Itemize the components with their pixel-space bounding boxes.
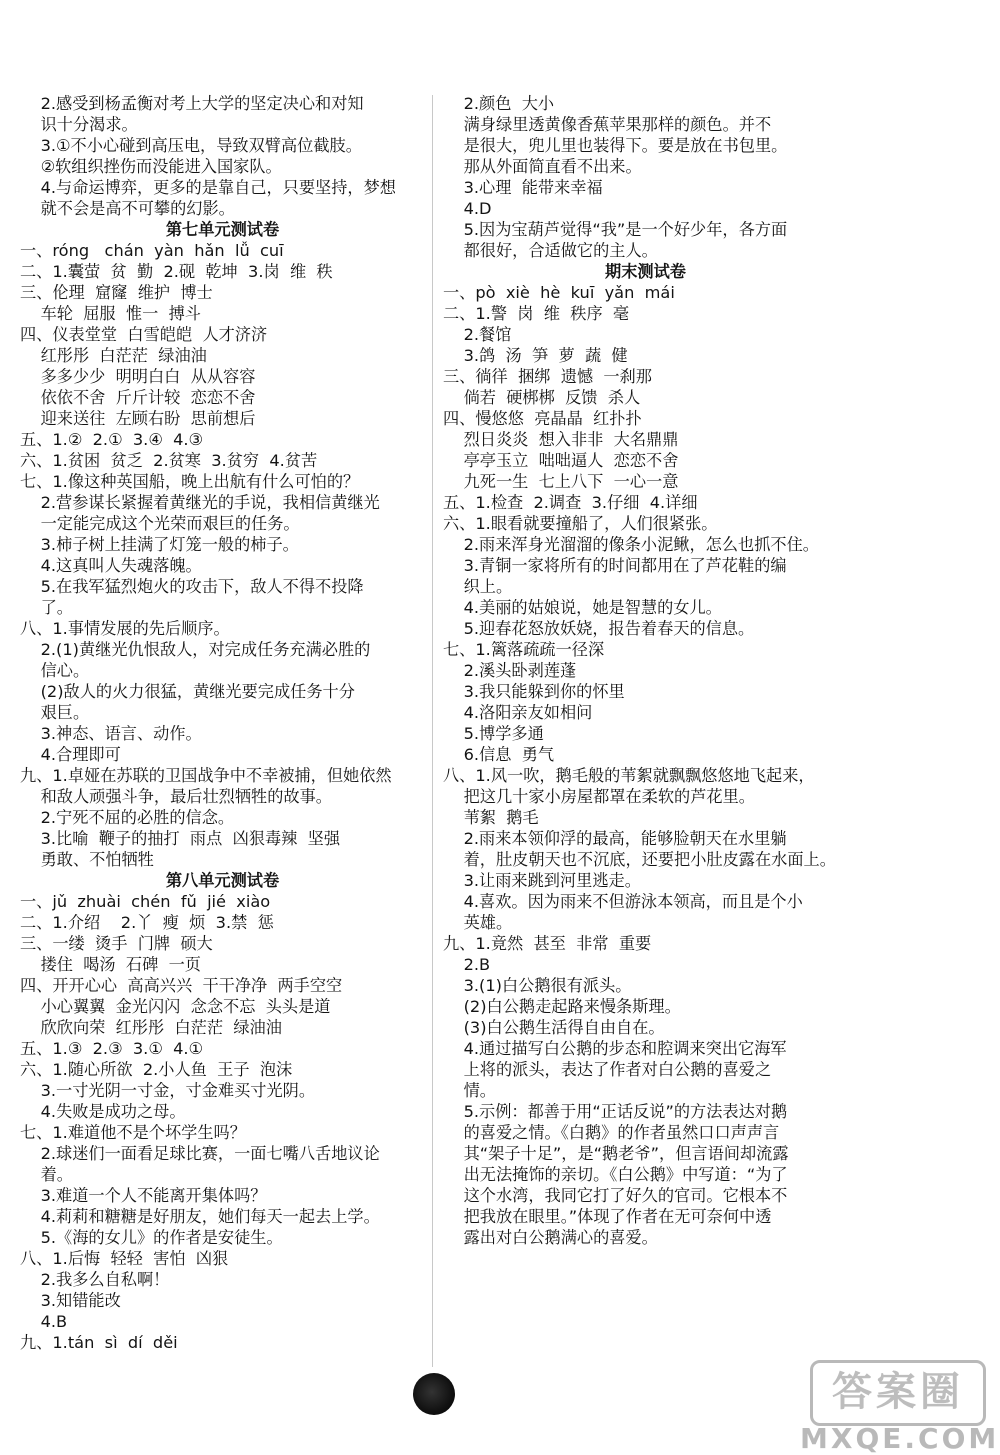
answer-line: 烈日炎炎 想入非非 大名鼎鼎 — [443, 430, 679, 449]
answer-line: 4.这真叫人失魂落魄。 — [20, 556, 202, 575]
answer-line: 九死一生 七上八下 一心一意 — [443, 472, 679, 491]
answer-line: 亭亭玉立 咄咄逼人 恋恋不舍 — [443, 451, 679, 470]
answer-line: 4.D — [443, 199, 492, 218]
answer-line: 3.鸽 汤 笋 萝 蔬 健 — [443, 346, 628, 365]
answer-line: 3.柿子树上挂满了灯笼一般的柿子。 — [20, 535, 299, 554]
left-column — [20, 93, 425, 1353]
answer-line: 2.雨来本领仰浮的最高，能够脸朝天在水里躺 — [443, 829, 787, 848]
answer-line: 5.示例：都善于用“正话反说”的方法表达对鹅 — [443, 1102, 788, 1121]
section-title: 第七单元测试卷 — [165, 220, 280, 239]
answer-line: 三、一缕 烫手 门牌 硕大 — [20, 934, 213, 953]
answer-line: 一、róng chán yàn hǎn lǚ cuī — [20, 241, 284, 260]
answer-line: 苇絮 鹅毛 — [443, 808, 539, 827]
answer-line: 六、1.随心所欲 2.小人鱼 王子 泡沫 — [20, 1060, 293, 1079]
answer-line: 九、1.tán sì dí děi — [20, 1333, 178, 1352]
answer-line: 一定能完成这个光荣而艰巨的任务。 — [20, 514, 300, 533]
answer-line: 情。 — [443, 1081, 496, 1100]
answer-line: 五、1.检查 2.调查 3.仔细 4.详细 — [443, 493, 698, 512]
answer-line: 五、1.② 2.① 3.④ 4.③ — [20, 430, 204, 449]
answer-line: 4.美丽的姑娘说，她是智慧的女儿。 — [443, 598, 722, 617]
answer-line: 二、1.介绍 2.丫 瘦 烦 3.禁 惩 — [20, 913, 274, 932]
answer-line: 把我放在眼里。”体现了作者在无可奈何中透 — [443, 1207, 772, 1226]
answer-line: 2.(1)黄继光仇恨敌人，对完成任务充满必胜的 — [20, 640, 371, 659]
answer-line: 4.通过描写白公鹅的步态和腔调来突出它海军 — [443, 1039, 787, 1058]
answer-line: 勇敢、不怕牺牲 — [20, 850, 154, 869]
section-title: 第八单元测试卷 — [165, 871, 280, 890]
answer-line: 出无法掩饰的亲切。《白公鹅》中写道：“为了 — [443, 1165, 788, 1184]
answer-line: ②软组织挫伤而没能进入国家队。 — [20, 157, 282, 176]
answer-line: 5.博学多通 — [443, 724, 544, 743]
answer-line: 4.洛阳亲友如相问 — [443, 703, 593, 722]
answer-line: 搂住 喝汤 石碑 一页 — [20, 955, 201, 974]
answer-line: 六、1.眼看就要撞船了，人们很紧张。 — [443, 514, 718, 533]
answer-line: 是很大，兜儿里也装得下。要是放在书包里。 — [443, 136, 788, 155]
answer-line: 4.喜欢。因为雨来不但游泳本领高，而且是个小 — [443, 892, 803, 911]
answer-line: (2)敌人的火力很猛，黄继光要完成任务十分 — [20, 682, 355, 701]
answer-line: 5.《海的女儿》的作者是安徒生。 — [20, 1228, 283, 1247]
answer-line: 3.难道一个人不能离开集体吗？ — [20, 1186, 267, 1205]
answer-line: 九、1.卓娅在苏联的卫国战争中不幸被捕，但她依然 — [20, 766, 392, 785]
answer-line: 5.迎春花怒放妖娆，报告着春天的信息。 — [443, 619, 755, 638]
answer-line: 四、仪表堂堂 白雪皑皑 人才济济 — [20, 325, 268, 344]
answer-line: 二、1.囊萤 贫 勤 2.砚 乾坤 3.岗 维 秩 — [20, 262, 333, 281]
answer-line: 2.溪头卧剥莲蓬 — [443, 661, 577, 680]
answer-line: 2.宁死不屈的必胜的信念。 — [20, 808, 235, 827]
answer-line: (2)白公鹅走起路来慢条斯理。 — [443, 997, 681, 1016]
answer-line: 3.一寸光阴一寸金，寸金难买寸光阴。 — [20, 1081, 316, 1100]
answer-line: 4.莉莉和糖糖是好朋友，她们每天一起去上学。 — [20, 1207, 380, 1226]
answer-line: 八、1.风一吹，鹅毛般的苇絮就飘飘悠悠地飞起来， — [443, 766, 815, 785]
answer-line: 欣欣向荣 红彤彤 白茫茫 绿油油 — [20, 1018, 282, 1037]
answer-line: 上将的派头，表达了作者对白公鹅的喜爱之 — [443, 1060, 772, 1079]
answer-line: 3.神态、语言、动作。 — [20, 724, 202, 743]
answer-line: 四、开开心心 高高兴兴 干干净净 两手空空 — [20, 976, 343, 995]
answer-line: 2.我多么自私啊！ — [20, 1270, 170, 1289]
answer-line: 3.我只能躲到你的怀里 — [443, 682, 625, 701]
watermark-logo: 答案圈 — [810, 1360, 986, 1426]
answer-line: 就不会是高不可攀的幻影。 — [20, 199, 235, 218]
answer-line: (3)白公鹅生活得自由自在。 — [443, 1018, 665, 1037]
answer-line: 二、1.警 岗 维 秩序 毫 — [443, 304, 630, 323]
answer-line: 一、pò xiè hè kuī yǎn mái — [443, 283, 675, 302]
answer-line: 迎来送往 左顾右盼 思前想后 — [20, 409, 256, 428]
answer-line: 七、1.篱落疏疏一径深 — [443, 640, 605, 659]
column-divider — [432, 95, 433, 1367]
answer-line: 三、伦理 窟窿 维护 博士 — [20, 283, 213, 302]
watermark-site: MXQE.COM — [800, 1422, 1000, 1455]
answer-line: 3.青铜一家将所有的时间都用在了芦花鞋的编 — [443, 556, 787, 575]
answer-line: 一、jǔ zhuài chén fǔ jié xiào — [20, 892, 271, 911]
right-column — [443, 93, 848, 1248]
answer-line: 3.(1)白公鹅很有派头。 — [443, 976, 632, 995]
answer-line: 3.心理 能带来幸福 — [443, 178, 603, 197]
answer-line: 其“架子十足”，是“鹅老爷”，但言语间却流露 — [443, 1144, 789, 1163]
answer-line: 了。 — [20, 598, 73, 617]
section-title: 期末测试卷 — [605, 262, 686, 281]
answer-line: 依依不舍 斤斤计较 恋恋不舍 — [20, 388, 256, 407]
answer-line: 倘若 硬梆梆 反馈 杀人 — [443, 388, 641, 407]
answer-line: 3.①不小心碰到高压电，导致双臂高位截肢。 — [20, 136, 362, 155]
answer-line: 英雄。 — [443, 913, 513, 932]
answer-line: 都很好，合适做它的主人。 — [443, 241, 658, 260]
answer-line: 4.与命运博弈，更多的是靠自己，只要坚持，梦想 — [20, 178, 396, 197]
answer-line: 车轮 屈服 惟一 搏斗 — [20, 304, 201, 323]
answer-line: 把这几十家小房屋都罩在柔软的芦花里。 — [443, 787, 755, 806]
answer-line: 七、1.像这种英国船，晚上出航有什么可怕的？ — [20, 472, 360, 491]
answer-line: 艰巨。 — [20, 703, 90, 722]
answer-line: 六、1.贫困 贫乏 2.贫寒 3.贫穷 4.贫苦 — [20, 451, 318, 470]
answer-line: 2.营参谋长紧握着黄继光的手说，我相信黄继光 — [20, 493, 380, 512]
answer-line: 织上。 — [443, 577, 513, 596]
answer-line: 八、1.事情发展的先后顺序。 — [20, 619, 230, 638]
answer-line: 这个水湾，我同它打了好久的官司。它根本不 — [443, 1186, 788, 1205]
answer-line: 多多少少 明明白白 从从容容 — [20, 367, 256, 386]
answer-line: 八、1.后悔 轻轻 害怕 凶狠 — [20, 1249, 229, 1268]
answer-line: 3.让雨来跳到河里逃走。 — [443, 871, 641, 890]
answer-line: 2.雨来浑身光溜溜的像条小泥鳅，怎么也抓不住。 — [443, 535, 819, 554]
answer-line: 小心翼翼 金光闪闪 念念不忘 头头是道 — [20, 997, 331, 1016]
answer-line: 5.在我军猛烈炮火的攻击下，敌人不得不投降 — [20, 577, 364, 596]
page-number-badge — [413, 1373, 455, 1415]
answer-line: 4.合理即可 — [20, 745, 121, 764]
watermark — [800, 1360, 1000, 1455]
answer-line: 2.颜色 大小 — [443, 94, 555, 113]
answer-line: 露出对白公鹅满心的喜爱。 — [443, 1228, 658, 1247]
answer-line: 2.球迷们一面看足球比赛，一面七嘴八舌地议论 — [20, 1144, 380, 1163]
answer-line: 2.感受到杨孟衡对考上大学的坚定决心和对知 — [20, 94, 364, 113]
answer-line: 2.B — [443, 955, 491, 974]
answer-line: 和敌人顽强斗争，最后壮烈牺牲的故事。 — [20, 787, 332, 806]
answer-line: 2.餐馆 — [443, 325, 512, 344]
answer-line: 三、徜徉 捆绑 遗憾 一刹那 — [443, 367, 652, 386]
answer-line: 满身绿里透黄像香蕉苹果那样的颜色。并不 — [443, 115, 772, 134]
answer-line: 的喜爱之情。《白鹅》的作者虽然口口声声言 — [443, 1123, 780, 1142]
answer-line: 七、1.难道他不是个坏学生吗？ — [20, 1123, 246, 1142]
answer-line: 红彤彤 白茫茫 绿油油 — [20, 346, 207, 365]
answer-line: 着，肚皮朝天也不沉底，还要把小肚皮露在水面上。 — [443, 850, 836, 869]
answer-line: 4.失败是成功之母。 — [20, 1102, 186, 1121]
answer-line: 6.信息 勇气 — [443, 745, 555, 764]
answer-line: 识十分渴求。 — [20, 115, 138, 134]
answer-line: 那从外面简直看不出来。 — [443, 157, 642, 176]
answer-line: 五、1.③ 2.③ 3.① 4.① — [20, 1039, 204, 1058]
answer-line: 四、慢悠悠 亮晶晶 红扑扑 — [443, 409, 642, 428]
answer-line: 3.知错能改 — [20, 1291, 121, 1310]
answer-line: 九、1.竟然 甚至 非常 重要 — [443, 934, 652, 953]
answer-line: 3.比喻 鞭子的抽打 雨点 凶狠毒辣 坚强 — [20, 829, 341, 848]
answer-line: 5.因为宝葫芦觉得“我”是一个好少年，各方面 — [443, 220, 788, 239]
answer-line: 着。 — [20, 1165, 73, 1184]
answer-line: 4.B — [20, 1312, 68, 1331]
answer-line: 信心。 — [20, 661, 90, 680]
